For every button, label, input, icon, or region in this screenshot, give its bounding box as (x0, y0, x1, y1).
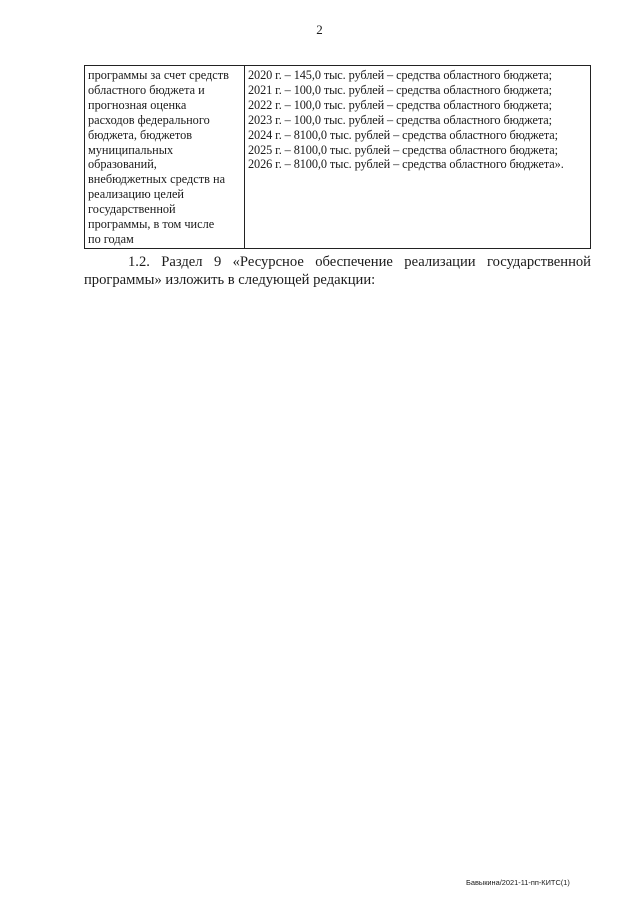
funding-line-2020: 2020 г. – 145,0 тыс. рублей – средства областного бюджета; (248, 68, 552, 82)
label-line: государственной (88, 202, 176, 217)
label-line: расходов федерального (88, 112, 210, 127)
label-line: областного бюджета и (88, 82, 205, 97)
table-cell-funding (245, 66, 591, 249)
funding-line-2025: 2025 г. – 8100,0 тыс. рублей – средства областного бюджета; (248, 142, 558, 157)
label-line: бюджета, бюджетов (88, 127, 193, 142)
funding-line-2026: 2026 г. – 8100,0 тыс. рублей – средства областного бюджета». (248, 157, 564, 172)
label-line: муниципальных (88, 142, 174, 157)
body-paragraph: 1.2. Раздел 9 «Ресурсное обеспечение реализации государственной программы» изложить в следующей редакции: (84, 254, 591, 288)
label-line: образований, (88, 157, 157, 172)
label-line: программы за счет средств (88, 68, 229, 82)
label-line: внебюджетных средств на (88, 172, 226, 187)
funding-line-2021: 2021 г. – 100,0 тыс. рублей – средства областного бюджета; (248, 82, 552, 97)
funding-line-2022: 2022 г. – 100,0 тыс. рублей – средства областного бюджета; (248, 97, 552, 112)
funding-line-2023: 2023 г. – 100,0 тыс. рублей – средства областного бюджета; (248, 112, 552, 127)
table-row (85, 66, 591, 249)
resource-table (84, 65, 591, 249)
funding-line-2024: 2024 г. – 8100,0 тыс. рублей – средства областного бюджета; (248, 127, 558, 142)
page-number: 2 (316, 22, 323, 37)
table-cell-label (85, 66, 245, 249)
footer-note: Бавыкина/2021-11-пп-КИТС(1) (466, 878, 570, 887)
label-line: реализацию целей (88, 187, 184, 202)
label-line: программы, в том числе (88, 217, 215, 232)
label-line: прогнозная оценка (88, 97, 187, 112)
label-line: по годам (88, 231, 134, 246)
